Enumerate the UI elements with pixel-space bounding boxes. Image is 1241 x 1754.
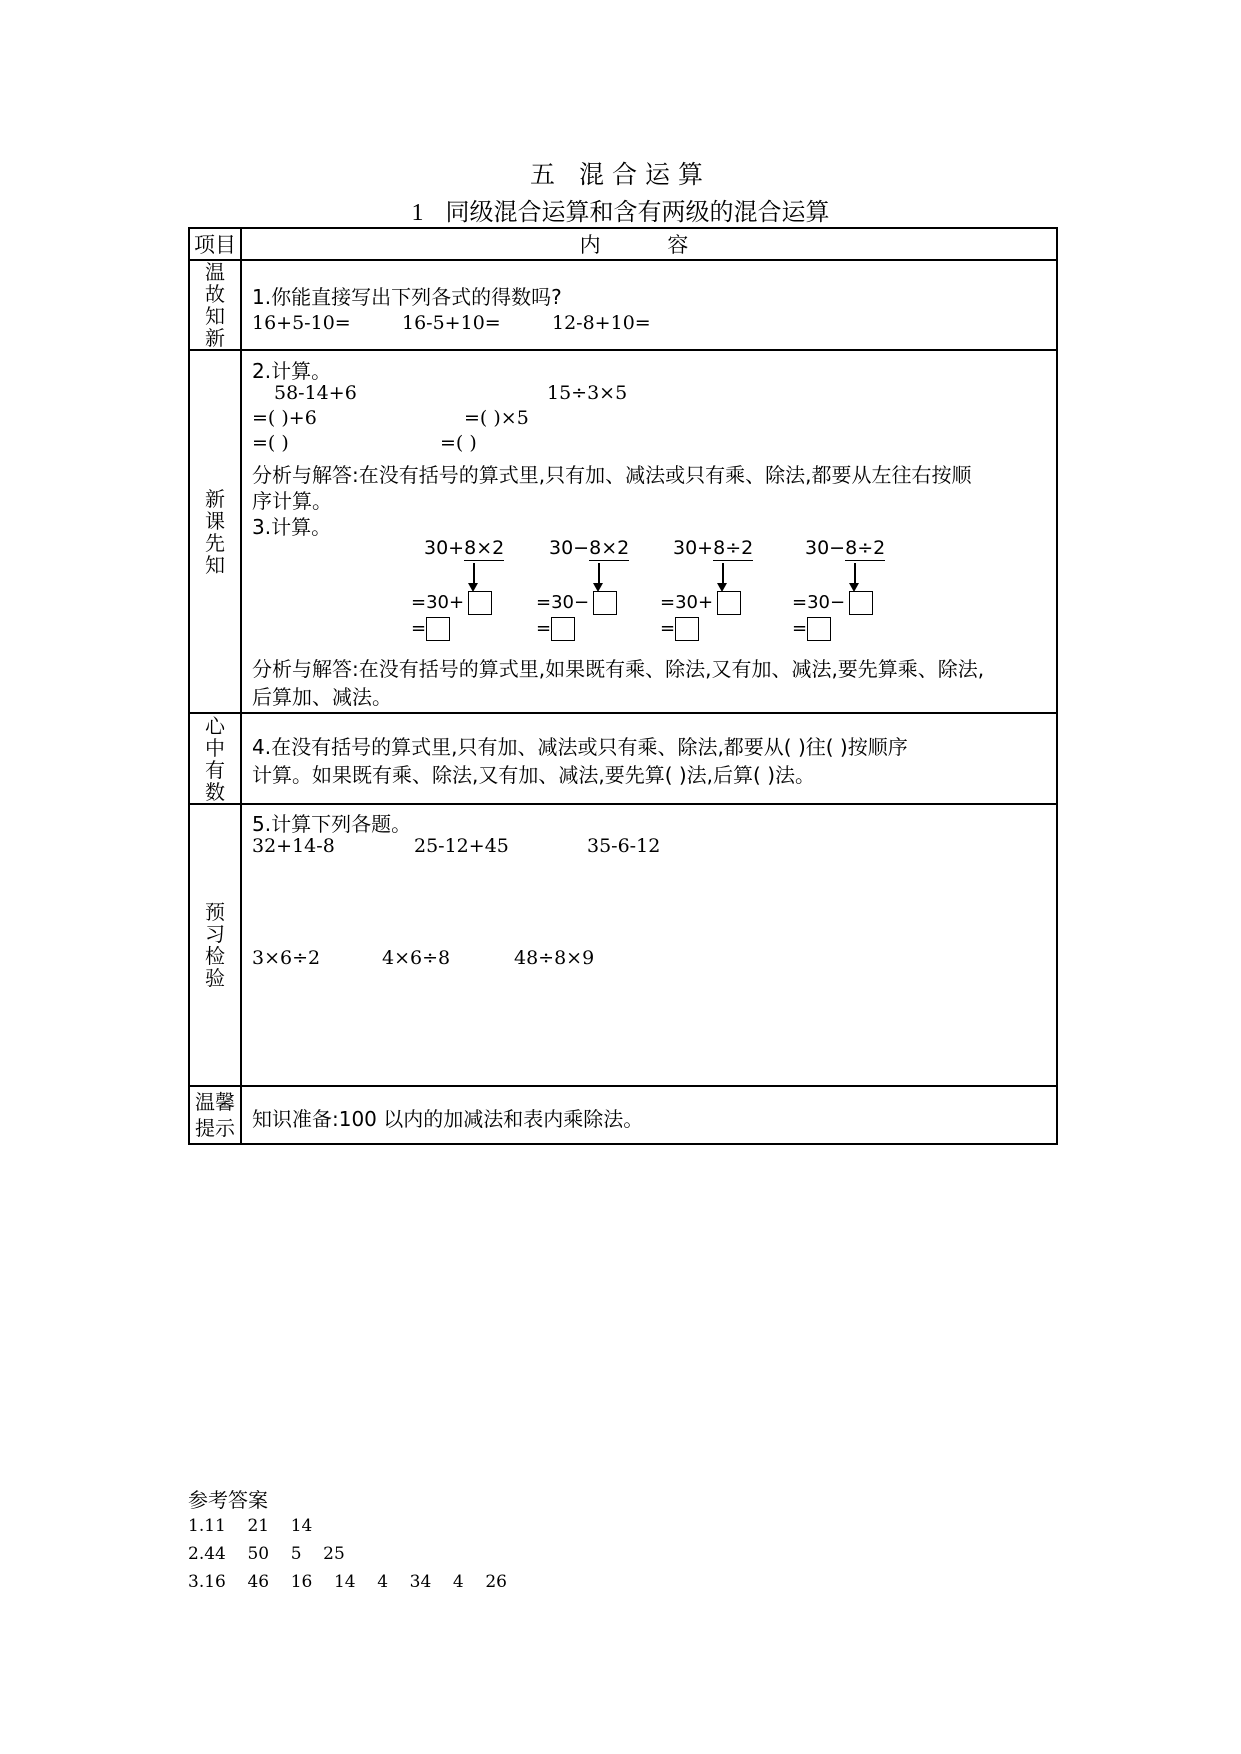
analysis-2-line1: 分析与解答:在没有括号的算式里,如果既有乘、除法,又有加、减法,要先算乘、除法,: [252, 657, 985, 681]
formula-lead: 30−: [549, 537, 590, 559]
exercise: 4×6÷8: [382, 947, 451, 969]
label-char: 预: [205, 900, 225, 924]
expr: 16-5+10=: [402, 312, 501, 334]
table-header-row: [189, 228, 1057, 260]
example-2-step1: =( )×5: [464, 407, 529, 429]
example-1-expr: 58-14+6: [274, 382, 357, 404]
diagram-4-formula: [805, 537, 885, 559]
label-char: 新: [205, 486, 225, 511]
label-word: 提示: [195, 1116, 235, 1140]
row-mind: [189, 713, 1057, 804]
diagram-3-formula: [673, 537, 753, 559]
label-char: 数: [205, 779, 225, 804]
exercise: 35-6-12: [587, 835, 661, 857]
tips-text: 知识准备:100 以内的加减法和表内乘除法。: [252, 1107, 644, 1131]
lesson-number: 1: [411, 200, 424, 226]
diagram-4-result: [792, 617, 831, 641]
label-char: 知: [205, 304, 225, 328]
row-preview: [189, 804, 1057, 1086]
example-2-expr: 15÷3×5: [547, 382, 628, 404]
content-preview: [241, 804, 1057, 1086]
content-mind: [241, 713, 1057, 804]
answer-box[interactable]: [717, 591, 741, 615]
question-2: 2.计算。: [252, 359, 332, 383]
diagram-1-step: [411, 591, 492, 615]
exercise: 48÷8×9: [514, 947, 595, 969]
question-3: 3.计算。: [252, 515, 332, 539]
formula-part: 8×2: [464, 537, 505, 559]
lesson-title: [0, 192, 1241, 227]
label-char: 有: [205, 757, 225, 782]
header-content: 内 容: [241, 228, 1057, 260]
row-new: [189, 350, 1057, 713]
answer-row-3: 3.16 46 16 14 4 34 4 26: [188, 1572, 507, 1592]
label-char: 知: [205, 552, 225, 577]
answer-box[interactable]: [675, 617, 699, 641]
equals-sign: =: [411, 618, 427, 639]
step-text: =30+: [411, 592, 465, 613]
label-new: [189, 350, 241, 713]
step-text: =30−: [792, 592, 846, 613]
diagram-2-formula: [549, 537, 629, 559]
label-review: [189, 260, 241, 350]
label-char: 新: [205, 326, 225, 350]
answer-box[interactable]: [593, 591, 617, 615]
equals-sign: =: [792, 618, 808, 639]
label-char: 温: [205, 260, 225, 284]
example-1-step1: =( )+6: [252, 407, 317, 429]
label-char: 验: [205, 966, 225, 990]
equals-sign: =: [536, 618, 552, 639]
content-new: [241, 350, 1057, 713]
row-review: [189, 260, 1057, 350]
header-item: 项目: [189, 228, 241, 260]
label-char: 课: [205, 508, 225, 533]
label-char: 故: [205, 282, 225, 306]
label-word: 温馨: [195, 1090, 235, 1114]
question-1: 1.你能直接写出下列各式的得数吗?: [252, 285, 562, 309]
equals-sign: =: [660, 618, 676, 639]
label-char: 中: [205, 735, 225, 760]
label-char: 心: [205, 713, 225, 738]
answer-box[interactable]: [807, 617, 831, 641]
formula-lead: 30−: [805, 537, 846, 559]
exercise: 32+14-8: [252, 835, 335, 857]
label-tips: [189, 1086, 241, 1144]
diagram-1-result: [411, 617, 450, 641]
step-text: =30+: [660, 592, 714, 613]
diagram-3-step: [660, 591, 741, 615]
label-mind: [189, 713, 241, 804]
expr: 16+5-10=: [252, 312, 351, 334]
label-char: 检: [205, 944, 225, 968]
diagram-3-result: [660, 617, 699, 641]
answers-title: 参考答案: [188, 1488, 268, 1512]
expr: 12-8+10=: [552, 312, 651, 334]
chapter-title: 五 混合运算: [530, 160, 711, 189]
formula-part: 8×2: [589, 537, 630, 559]
answer-box[interactable]: [468, 591, 492, 615]
diagram-2-result: [536, 617, 575, 641]
label-preview: [189, 804, 241, 1086]
answer-row-1: 1.11 21 14: [188, 1516, 313, 1536]
question-4-line2: 计算。如果既有乘、除法,又有加、减法,要先算( )法,后算( )法。: [252, 763, 815, 787]
answer-box[interactable]: [849, 591, 873, 615]
example-1-step2: =( ): [252, 432, 289, 454]
content-review: [241, 260, 1057, 350]
formula-lead: 30+: [424, 537, 465, 559]
diagram-1-formula: [424, 537, 504, 559]
formula-part: 8÷2: [713, 537, 754, 559]
lesson-name: 同级混合运算和含有两级的混合运算: [445, 198, 830, 226]
lesson-table: [188, 227, 1058, 1145]
formula-part: 8÷2: [845, 537, 886, 559]
label-char: 先: [205, 530, 225, 555]
diagram-4-step: [792, 591, 873, 615]
answer-row-2: 2.44 50 5 25: [188, 1544, 345, 1564]
exercise: 3×6÷2: [252, 947, 321, 969]
analysis-2-line2: 后算加、减法。: [252, 685, 392, 709]
example-2-step2: =( ): [440, 432, 477, 454]
answer-box[interactable]: [551, 617, 575, 641]
question-5: 5.计算下列各题。: [252, 812, 412, 836]
label-char: 习: [205, 922, 225, 946]
step-text: =30−: [536, 592, 590, 613]
answer-box[interactable]: [426, 617, 450, 641]
question-4-line1: 4.在没有括号的算式里,只有加、减法或只有乘、除法,都要从( )往( )按顺序: [252, 735, 908, 759]
formula-lead: 30+: [673, 537, 714, 559]
content-tips: [241, 1086, 1057, 1144]
analysis-1-line1: 分析与解答:在没有括号的算式里,只有加、减法或只有乘、除法,都要从左往右按顺: [252, 463, 972, 487]
diagram-2-step: [536, 591, 617, 615]
analysis-1-line2: 序计算。: [252, 489, 332, 513]
exercise: 25-12+45: [414, 835, 509, 857]
row-tips: [189, 1086, 1057, 1144]
